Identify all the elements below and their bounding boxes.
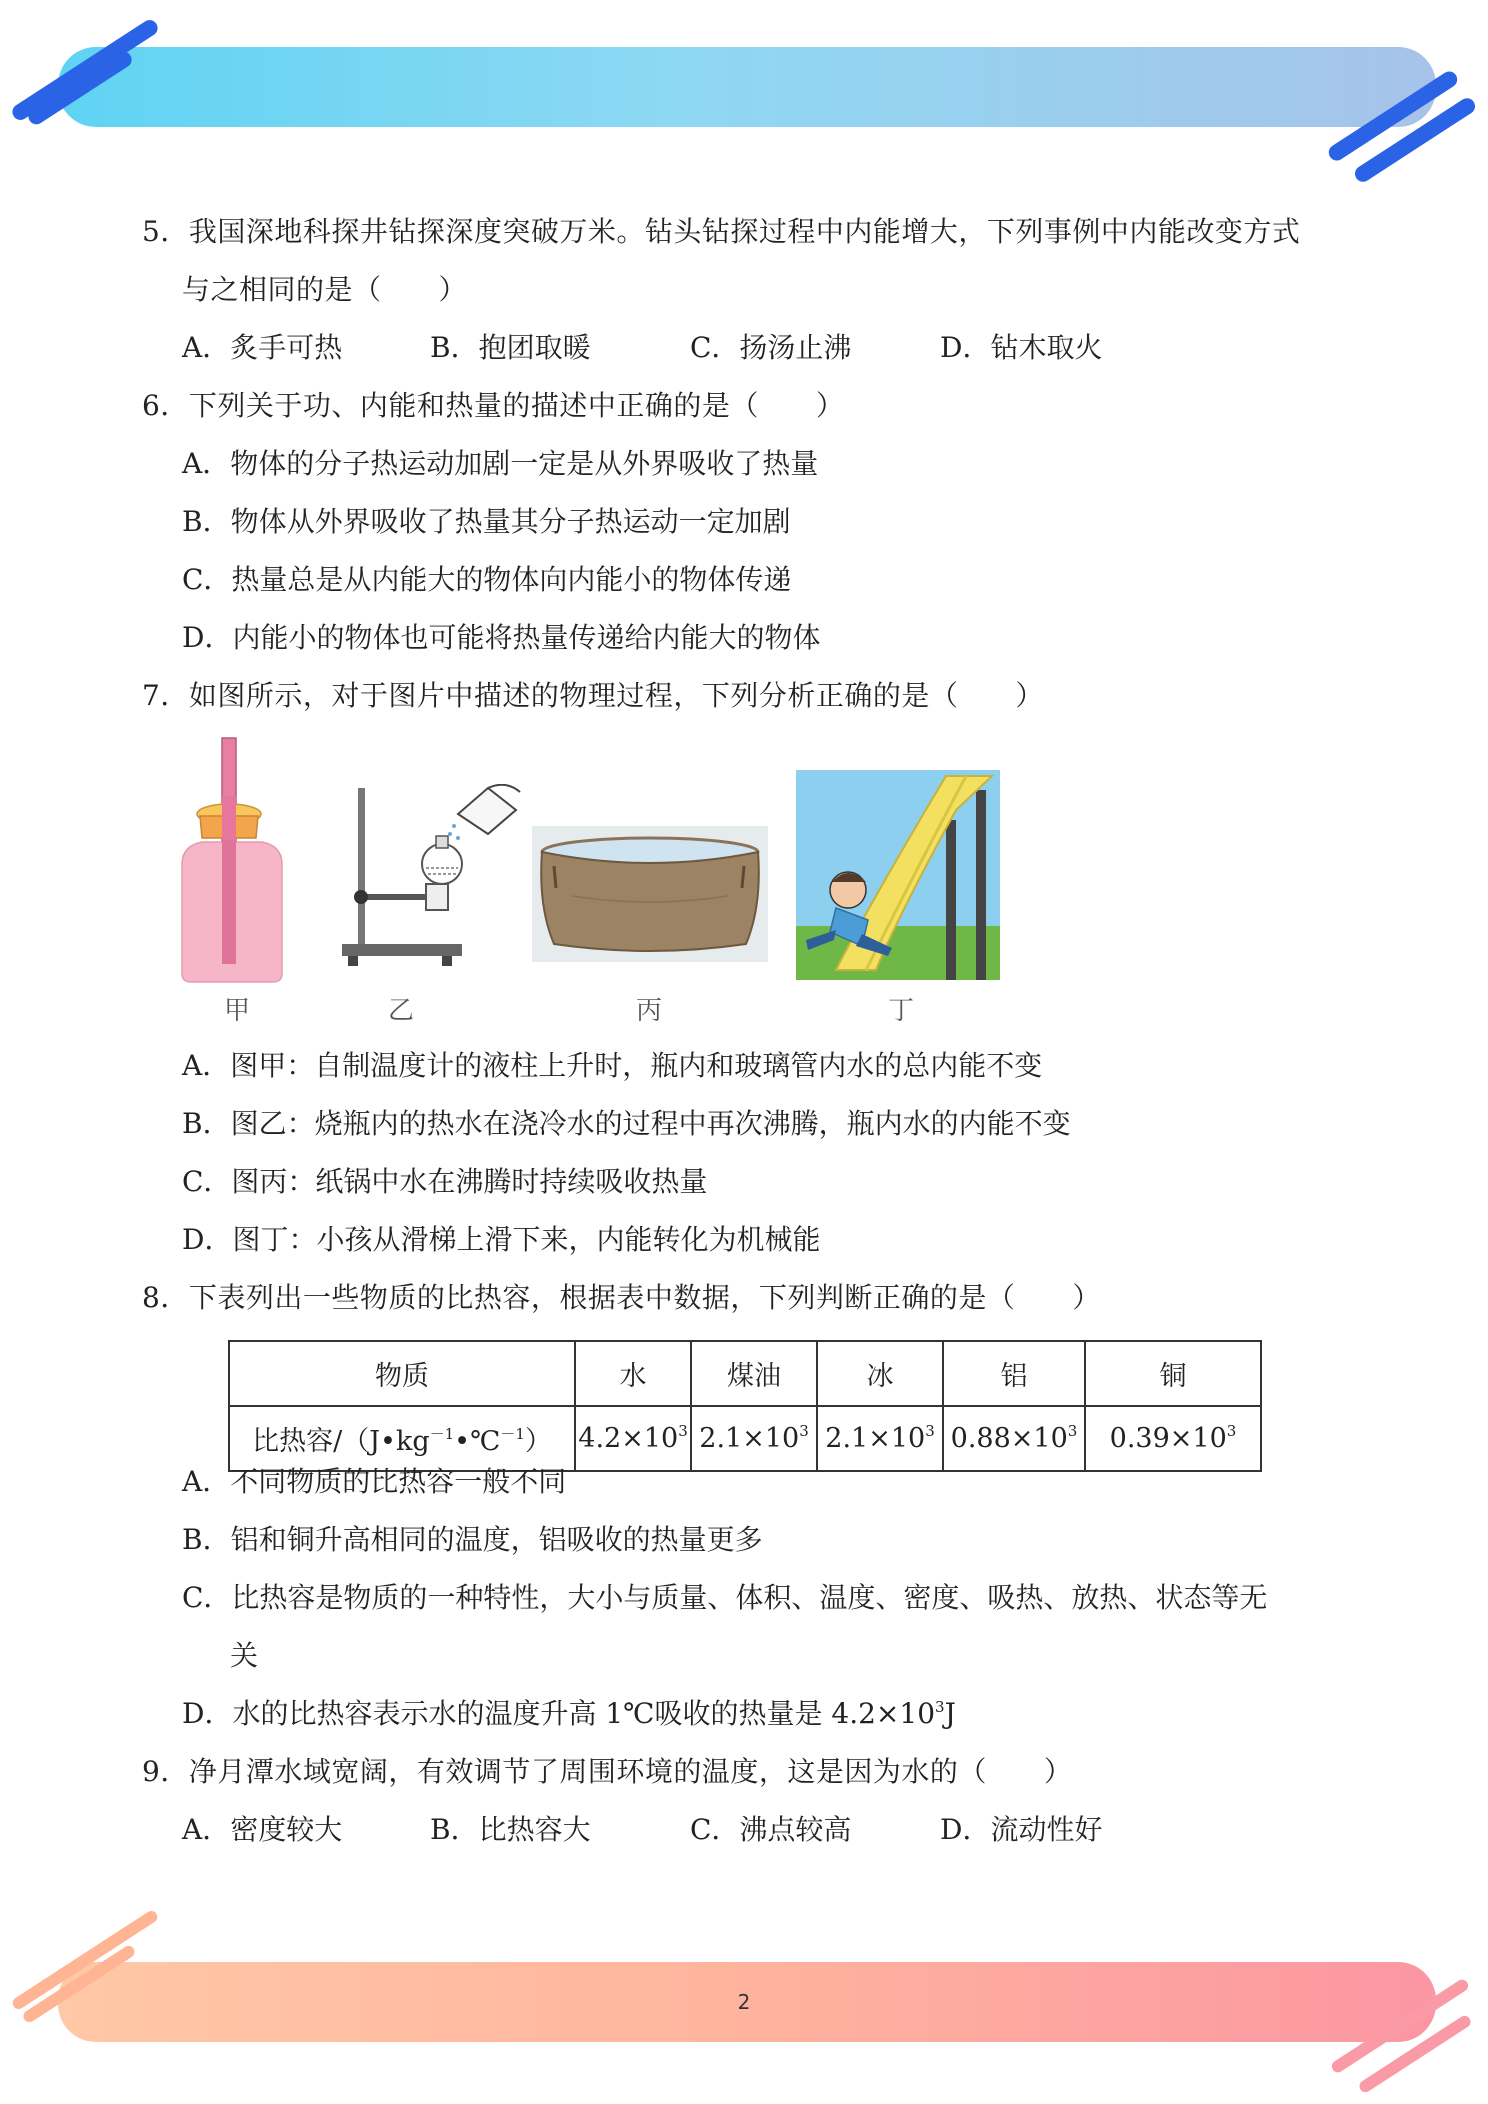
q5-option-b: B．抱团取暖	[430, 331, 591, 364]
table-cell: $0.88\times 10^3$	[943, 1406, 1085, 1471]
q6-option-a: A．物体的分子热运动加剧一定是从外界吸收了热量	[182, 447, 819, 480]
table-header-cell: 铝	[943, 1341, 1085, 1406]
q8-option-c: C．比热容是物质的一种特性，大小与质量、体积、温度、密度、吸热、放热、状态等无	[182, 1581, 1268, 1614]
table-cell: $2.1\times 10^3$	[691, 1406, 817, 1471]
table-cell: $4.2\times 10^3$	[575, 1406, 691, 1471]
q7-option-c: C．图丙：纸锅中水在沸腾时持续吸收热量	[182, 1165, 708, 1198]
table-header-cell: 水	[575, 1341, 691, 1406]
q8-option-a: A．不同物质的比热容一般不同	[182, 1465, 567, 1498]
table-header-cell: 冰	[817, 1341, 943, 1406]
q9-option-a: A．密度较大	[182, 1813, 343, 1846]
q7-option-d: D．图丁：小孩从滑梯上滑下来，内能转化为机械能	[182, 1223, 821, 1256]
q9-option-c: C．沸点较高	[690, 1813, 852, 1846]
table-row	[229, 1406, 1261, 1471]
q5-stem-line2: 与之相同的是（ ）	[182, 273, 468, 306]
q5-option-d: D．钻木取火	[940, 331, 1103, 364]
q8-option-d: D．水的比热容表示水的温度升高 1℃吸收的热量是 $4.2\times 10^3J$	[182, 1697, 956, 1730]
figure-label-bing: 丙	[636, 996, 663, 1026]
table-header-label: 物质	[229, 1341, 575, 1406]
q8-option-c-cont: 关	[230, 1639, 259, 1672]
q6-stem: 6．下列关于功、内能和热量的描述中正确的是（ ）	[142, 389, 845, 422]
header-banner	[58, 47, 1436, 127]
figure-label-jia: 甲	[224, 996, 251, 1026]
table-cell: $2.1\times 10^3$	[817, 1406, 943, 1471]
q6-option-c: C．热量总是从内能大的物体向内能小的物体传递	[182, 563, 792, 596]
q5-option-a: A．炙手可热	[182, 331, 343, 364]
figure-thermometer-bottle	[172, 734, 292, 984]
q6-option-d: D．内能小的物体也可能将热量传递给内能大的物体	[182, 621, 821, 654]
figure-paper-pot	[532, 826, 768, 962]
table-cell: $0.39\times 10^3$	[1085, 1406, 1261, 1471]
q6-option-b: B．物体从外界吸收了热量其分子热运动一定加剧	[182, 505, 791, 538]
table-row-label: 比热容$/(J•kg^{-1}•℃^{-1})$	[229, 1406, 575, 1471]
figure-child-slide	[796, 770, 1000, 980]
q9-option-b: B．比热容大	[430, 1813, 591, 1846]
q5-stem-line1: 5．我国深地科探井钻探深度突破万米。钻头钻探过程中内能增大，下列事例中内能改变方式	[142, 215, 1301, 248]
q8-stem: 8．下表列出一些物质的比热容，根据表中数据，下列判断正确的是（ ）	[142, 1281, 1101, 1314]
q7-stem: 7．如图所示，对于图片中描述的物理过程，下列分析正确的是（ ）	[142, 679, 1044, 712]
q9-option-d: D．流动性好	[940, 1813, 1103, 1846]
table-header-row	[229, 1341, 1261, 1406]
figure-label-yi: 乙	[388, 996, 415, 1026]
q7-option-a: A．图甲：自制温度计的液柱上升时，瓶内和玻璃管内水的总内能不变	[182, 1049, 1043, 1082]
table-header-cell: 煤油	[691, 1341, 817, 1406]
figure-flask-stand	[338, 784, 528, 974]
figure-label-ding: 丁	[888, 996, 915, 1026]
q5-option-c: C．扬汤止沸	[690, 331, 852, 364]
page-number: 2	[737, 1990, 751, 2014]
q8-option-b: B．铝和铜升高相同的温度，铝吸收的热量更多	[182, 1523, 763, 1556]
q9-stem: 9．净月潭水域宽阔，有效调节了周围环境的温度，这是因为水的（ ）	[142, 1755, 1073, 1788]
q7-option-b: B．图乙：烧瓶内的热水在浇冷水的过程中再次沸腾，瓶内水的内能不变	[182, 1107, 1071, 1140]
table-header-cell: 铜	[1085, 1341, 1261, 1406]
specific-heat-table	[228, 1340, 1262, 1472]
